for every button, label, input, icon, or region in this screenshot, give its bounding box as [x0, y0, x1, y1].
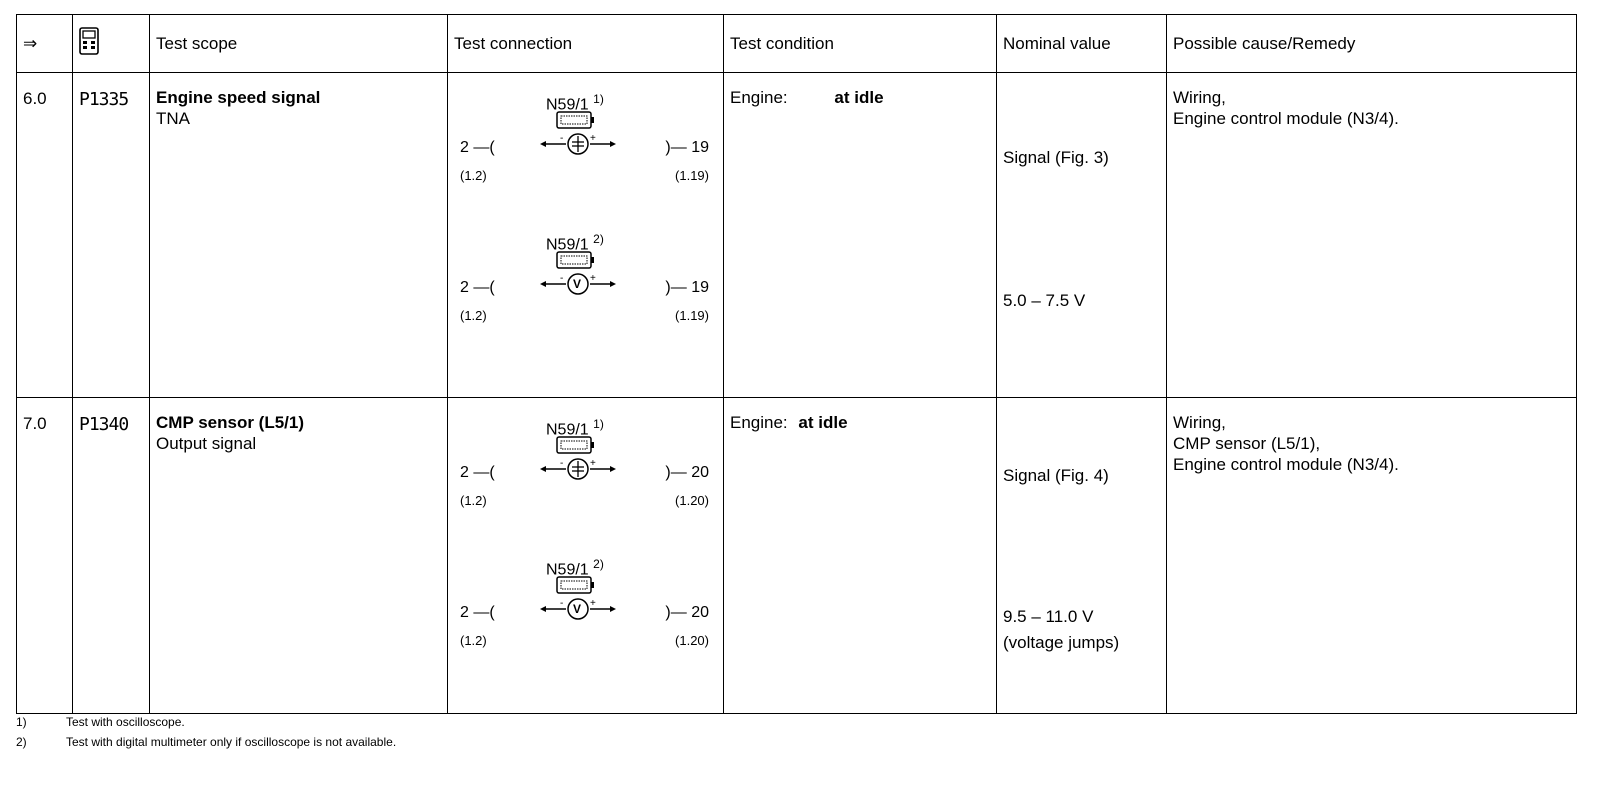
test-condition — [724, 73, 997, 398]
pin-right-sub: (1.20) — [675, 493, 709, 508]
scope-title: Engine speed signal — [156, 88, 321, 107]
step-number: 6.0 — [17, 73, 73, 398]
oscilloscope-icon — [540, 457, 616, 481]
footnotes — [16, 712, 396, 752]
cause-line: Engine control module (N3/4). — [1173, 109, 1399, 128]
pin-left-sub: (1.2) — [460, 168, 487, 183]
connection-diagram — [454, 87, 717, 227]
nominal-header: Nominal value — [997, 15, 1167, 73]
nominal-value — [997, 73, 1167, 398]
condition-label: Engine: — [730, 413, 788, 432]
possible-cause — [1167, 398, 1577, 714]
connection-label: N59/1 $^{1)}$ — [546, 417, 604, 439]
condition-value: at idle — [798, 413, 848, 432]
nominal-voltage: 9.5 – 11.0 V — [1003, 607, 1094, 626]
condition-label: Engine: — [730, 88, 788, 107]
pin-left: 2 —( — [460, 464, 495, 481]
breakout-box-icon — [556, 576, 594, 594]
tester-header — [73, 15, 150, 73]
cause-line: Engine control module (N3/4). — [1173, 455, 1399, 474]
connection-diagram — [454, 412, 717, 552]
svg-text:V: V — [573, 602, 582, 616]
pin-left-sub: (1.2) — [460, 308, 487, 323]
nominal-signal: Signal (Fig. 3) — [1003, 148, 1109, 167]
scope-subtitle: Output signal — [156, 434, 257, 453]
test-table — [16, 14, 1577, 714]
pin-right-sub: (1.19) — [675, 308, 709, 323]
test-connection — [448, 398, 724, 714]
svg-text:+: + — [590, 598, 596, 609]
svg-text:+: + — [590, 458, 596, 469]
connection-diagram — [454, 227, 717, 367]
nominal-voltage: 5.0 – 7.5 V — [1003, 291, 1086, 310]
condition-header: Test condition — [724, 15, 997, 73]
scope-subtitle: TNA — [156, 109, 190, 128]
scope-header: Test scope — [150, 15, 448, 73]
svg-text:-: - — [560, 273, 564, 284]
voltmeter-icon — [540, 272, 616, 296]
fault-code: P1335 — [73, 73, 150, 398]
nominal-value — [997, 398, 1167, 714]
arrow-header: ⇒ — [17, 15, 73, 73]
step-number: 7.0 — [17, 398, 73, 714]
svg-text:+: + — [590, 273, 596, 284]
pin-right: )— 19 — [665, 139, 709, 156]
test-scope — [150, 73, 448, 398]
pin-right: )— 20 — [665, 604, 709, 621]
pin-right: )— 19 — [665, 279, 709, 296]
svg-text:+: + — [590, 133, 596, 144]
pin-right-sub: (1.20) — [675, 633, 709, 648]
pin-right-sub: (1.19) — [675, 168, 709, 183]
table-row — [17, 398, 1577, 714]
pin-left: 2 —( — [460, 279, 495, 296]
connection-label: N59/1 $^{1)}$ — [546, 92, 604, 114]
test-connection — [448, 73, 724, 398]
test-scope — [150, 398, 448, 714]
connection-label: N59/1 $^{2)}$ — [546, 557, 604, 579]
nominal-note: (voltage jumps) — [1003, 633, 1120, 652]
cause-line: Wiring, — [1173, 88, 1226, 107]
breakout-box-icon — [556, 111, 594, 129]
connection-label: N59/1 $^{2)}$ — [546, 232, 604, 254]
svg-text:-: - — [560, 458, 564, 469]
voltmeter-icon — [540, 597, 616, 621]
svg-text:-: - — [560, 598, 564, 609]
diagnostic-tester-icon — [79, 27, 99, 55]
pin-left: 2 —( — [460, 139, 495, 156]
scope-title: CMP sensor (L5/1) — [156, 413, 305, 432]
svg-text:V: V — [573, 277, 582, 291]
svg-text:-: - — [560, 133, 564, 144]
cause-line: CMP sensor (L5/1), — [1173, 434, 1321, 453]
test-condition — [724, 398, 997, 714]
fault-code: P1340 — [73, 398, 150, 714]
cause-header: Possible cause/Remedy — [1167, 15, 1577, 73]
cause-line: Wiring, — [1173, 413, 1226, 432]
breakout-box-icon — [556, 436, 594, 454]
footnote: 1) Test with oscilloscope. — [16, 715, 185, 729]
breakout-box-icon — [556, 251, 594, 269]
table-row — [17, 73, 1577, 398]
possible-cause — [1167, 73, 1577, 398]
nominal-signal: Signal (Fig. 4) — [1003, 466, 1109, 485]
pin-left: 2 —( — [460, 604, 495, 621]
condition-value: at idle — [834, 88, 884, 107]
pin-right: )— 20 — [665, 464, 709, 481]
connection-header: Test connection — [448, 15, 724, 73]
pin-left-sub: (1.2) — [460, 633, 487, 648]
footnote: 2) Test with digital multimeter only if oscilloscope is not available. — [16, 735, 397, 749]
oscilloscope-icon — [540, 132, 616, 156]
pin-left-sub: (1.2) — [460, 493, 487, 508]
header-row — [17, 15, 1577, 73]
connection-diagram — [454, 552, 717, 692]
